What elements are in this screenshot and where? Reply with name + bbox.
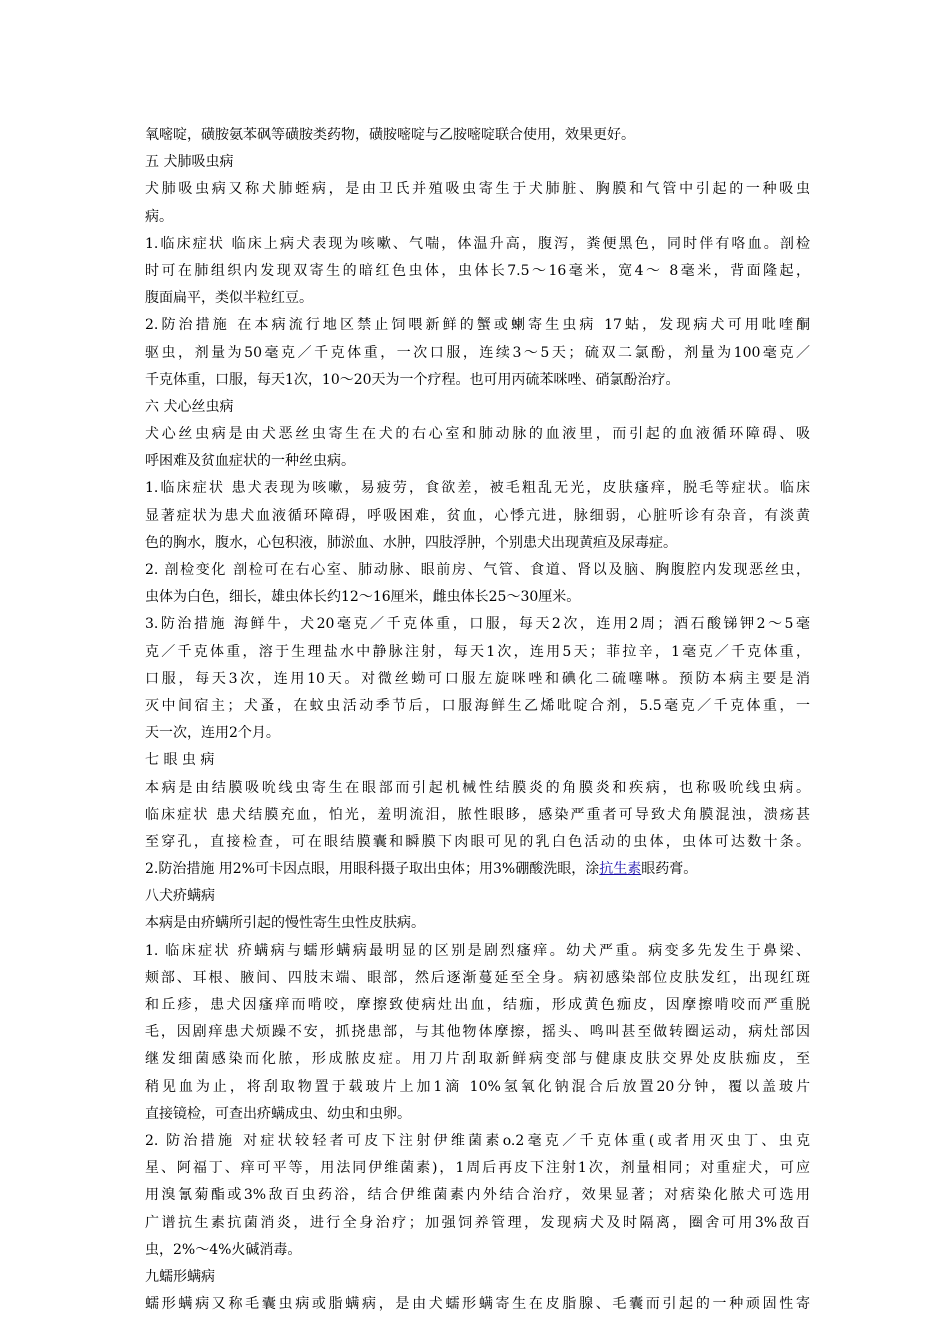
text-line: 虫体为白色，细长，雄虫体长约12～16厘米，雌虫体长25～30厘米。: [145, 589, 581, 606]
text-line: 灭中间宿主；犬蚤，在蚊虫活动季节后，口服海鲜生乙烯吡啶合剂，5.5毫克／千克体重，一: [145, 697, 810, 714]
line-text-after-link: 眼药膏。: [641, 861, 698, 878]
text-line: 六 犬心丝虫病: [145, 398, 234, 415]
text-line: 1.临床症状 患犬表现为咳嗽，易疲劳，食欲差，被毛粗乱无光，皮肤瘙痒，脱毛等症状。临床: [145, 480, 810, 497]
text-line: 犬肺吸虫病又称犬肺蛭病，是由卫氏并殖吸虫寄生于犬肺脏、胸膜和气管中引起的一种吸虫: [145, 181, 810, 198]
document-body: [145, 122, 810, 1318]
text-line: 星、阿福丁、痒可平等，用法同伊维菌素)，1周后再皮下注射1次，剂量相同；对重症犬，可应: [145, 1160, 810, 1177]
antibiotic-link[interactable]: 抗生素: [599, 861, 642, 878]
text-line: 氧嘧啶，磺胺氨苯砜等磺胺类药物，磺胺嘧啶与乙胺嘧啶联合使用，效果更好。: [145, 127, 635, 143]
text-line: 时可在肺组织内发现双寄生的暗红色虫体，虫体长7.5～16毫米，宽4～ 8毫米，背面隆起，: [145, 262, 810, 279]
text-line: 病。: [145, 208, 173, 225]
text-line: 颊部、耳根、腋间、四肢末端、眼部，然后逐渐蔓延至全身。病初感染部位皮肤发红，出现红斑: [145, 969, 810, 986]
text-line: 口服，每天3次，连用10天。对微丝蚴可口服左旋咪唑和碘化二硫噻啉。预防本病主要是消: [145, 670, 810, 687]
text-line: 七 眼 虫 病: [145, 752, 215, 769]
text-line: 显著症状为患犬血液循环障碍，呼吸困难，贫血，心悸亢进，脉细弱，心脏听诊有杂音，有淡黄: [145, 507, 810, 524]
text-line: 继发细菌感染而化脓，形成脓皮症。用刀片刮取新鲜病变部与健康皮肤交界处皮肤痂皮，至: [145, 1051, 810, 1068]
text-line: 广谱抗生素抗菌消炎，进行全身治疗；加强饲养管理，发现病犬及时隔离，圈舍可用3%敌百: [145, 1214, 810, 1231]
text-line: 稍见血为止，将刮取物置于载玻片上加1滴 10%氢氧化钠混合后放置20分钟，覆以盖玻片: [145, 1078, 810, 1095]
text-line: 犬心丝虫病是由犬恶丝虫寄生在犬的右心室和肺动脉的血液里，而引起的血液循环障碍、吸: [145, 426, 810, 443]
text-line-with-link: [145, 856, 810, 883]
text-line: 本病是由疥螨所引起的慢性寄生虫性皮肤病。: [145, 915, 425, 932]
text-line: 和丘疹，患犬因瘙痒而啃咬，摩擦致使病灶出血，结痂，形成黄色痂皮，因摩擦啃咬而严重脱: [145, 997, 810, 1013]
text-line: 1.临床症状 临床上病犬表现为咳嗽、气喘，体温升高，腹泻，粪便黑色，同时伴有咯血。剖检: [145, 235, 810, 252]
text-line: 本病是由结膜吸吮线虫寄生在眼部而引起机械性结膜炎的角膜炎和疾病，也称吸吮线虫病。: [145, 779, 810, 796]
text-line: 天一次，连用2个月。: [145, 725, 280, 742]
text-line: 八犬疥螨病: [145, 888, 215, 905]
text-line: 腹面扁平，类似半粒红豆。: [145, 290, 313, 307]
text-line: 五 犬肺吸虫病: [145, 154, 234, 171]
text-line: 3.防治措施 海鲜牛，犬20毫克／千克体重，口服，每天2次，连用2周；酒石酸锑钾2～5毫: [145, 616, 810, 633]
text-line: 用溴氰菊酯或3%敌百虫药浴，结合伊维菌素内外结合治疗，效果显著；对痞染化脓犬可选用: [145, 1187, 810, 1204]
text-line: 2.防治措施 在本病流行地区禁止饲喂新鲜的蟹或蝲寄生虫病 17蛄，发现病犬可用吡喹酮: [145, 317, 810, 334]
text-line: 至穿孔，直接检查，可在眼结膜囊和瞬膜下肉眼可见的乳白色活动的虫体，虫体可达数十条。: [145, 833, 810, 850]
text-line: 呼困难及贫血症状的一种丝虫病。: [145, 453, 355, 470]
text-line: 九蠕形螨病: [145, 1268, 215, 1285]
text-line: 驱虫，剂量为50毫克／千克体重，一次口服，连续3～5天；硫双二氯酚，剂量为100毫克／: [145, 344, 810, 361]
text-line: 直接镜检，可查出疥螨成虫、幼虫和虫卵。: [145, 1105, 411, 1122]
text-line: 毛，因剧痒患犬烦躁不安，抓挠患部，与其他物体摩擦，摇头、鸣叫甚至做转圈运动，病灶部因: [145, 1024, 810, 1041]
text-line: 2. 防治措施 对症状较轻者可皮下注射伊维菌素o.2毫克／千克体重(或者用灭虫丁、虫克: [145, 1132, 810, 1149]
text-line: 千克体重，口服，每天1次，10～20天为一个疗程。也可用丙硫苯咪唑、硝氯酚治疗。: [145, 371, 680, 388]
text-line: 2. 剖检变化 剖检可在右心室、肺动脉、眼前房、气管、食道、肾以及脑、胸腹腔内发现恶丝虫，: [145, 562, 810, 578]
line-text-before-link: 2.防治措施 用2%可卡因点眼，用眼科摄子取出虫体；用3%硼酸洗眼，涂: [145, 861, 600, 878]
text-line: 蠕形螨病又称毛囊虫病或脂螨病，是由犬蠕形螨寄生在皮脂腺、毛囊而引起的一种顽固性寄: [145, 1296, 810, 1313]
text-line: 1. 临床症状 疥螨病与蠕形螨病最明显的区别是剧烈瘙痒。幼犬严重。病变多先发生于鼻梁、: [145, 942, 810, 959]
text-line: 临床症状 患犬结膜充血，怕光，羞明流泪，脓性眼眵，感染严重者可导致犬角膜混浊，溃疡甚: [145, 806, 810, 823]
text-line: 克／千克体重，溶于生理盐水中静脉注射，每天1次，连用5天；菲拉辛，1毫克／千克体重，: [145, 643, 810, 660]
text-line: 虫，2%～4%火碱消毒。: [145, 1241, 302, 1258]
text-line: 色的胸水，腹水，心包积液，肺淤血、水肿，四肢浮肿，个别患犬出现黄疸及尿毒症。: [145, 534, 677, 551]
